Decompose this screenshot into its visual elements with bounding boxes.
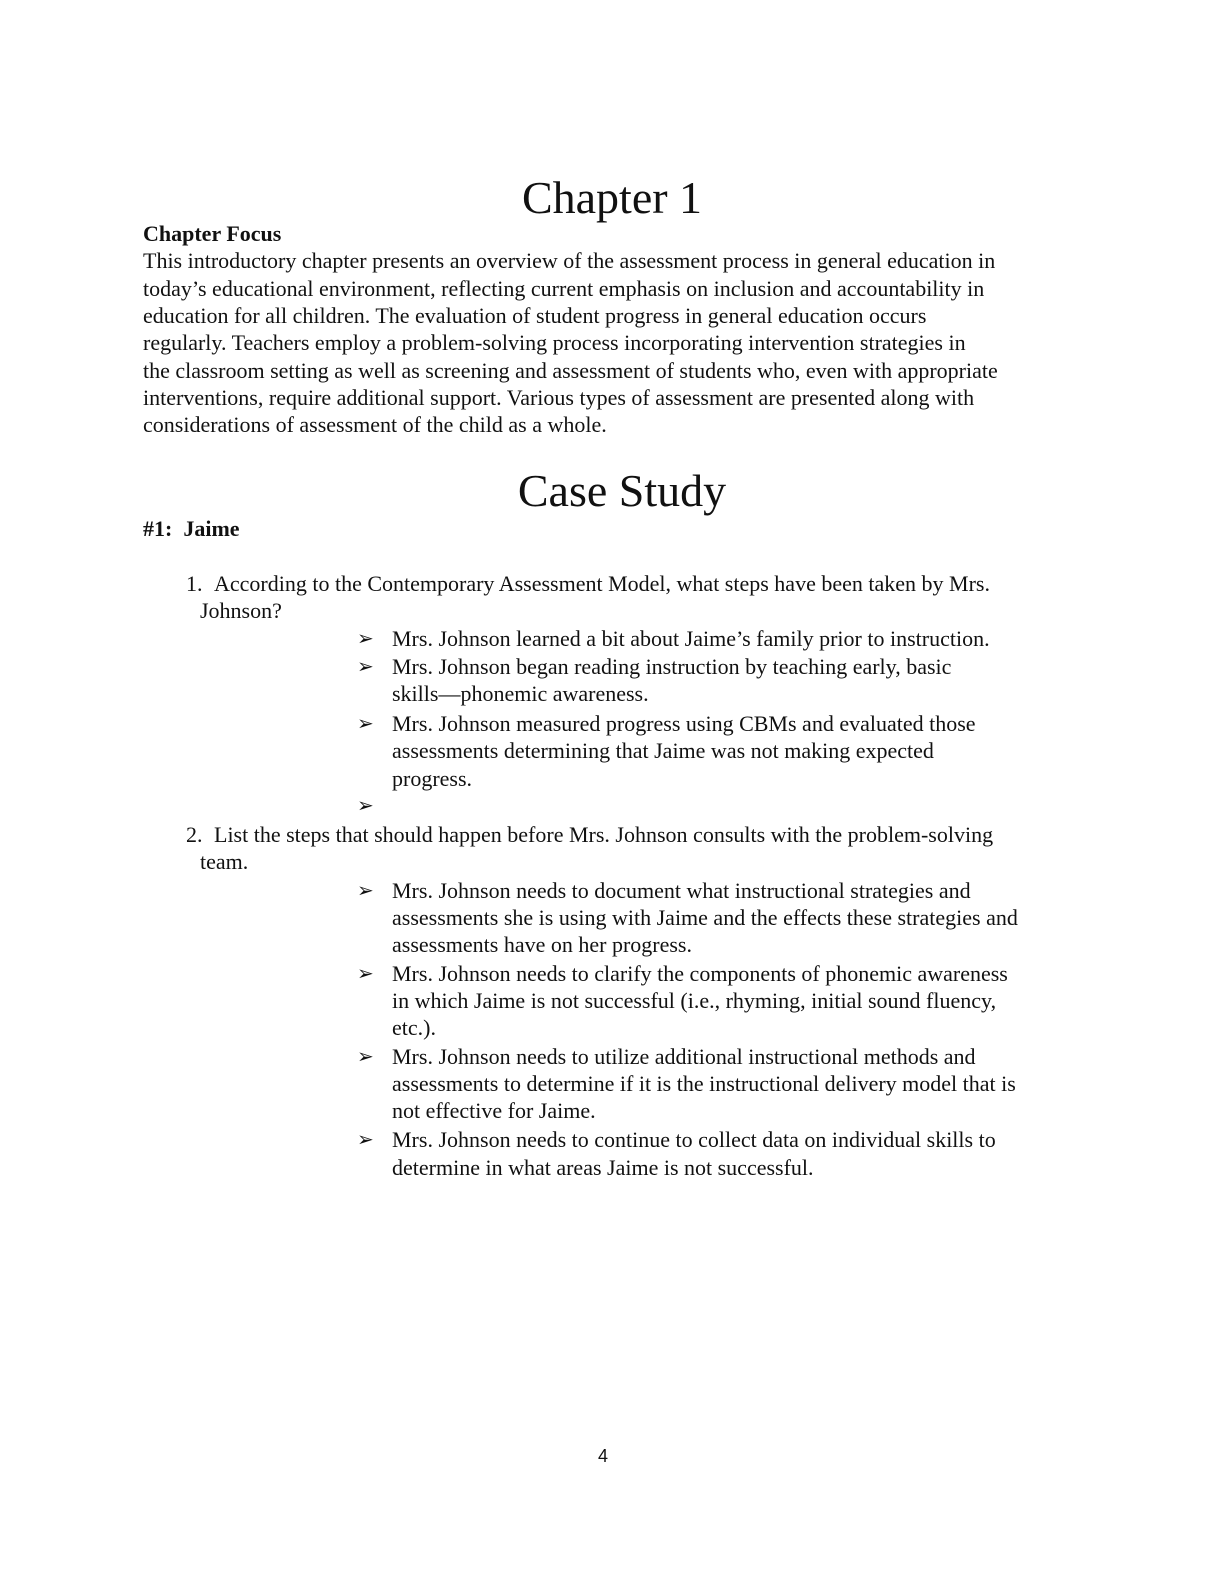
case-study-title: Case Study (517, 465, 727, 516)
paragraph-line: today’s educational environment, reflecting current emphasis on inclusion and accountability in (143, 276, 985, 301)
paragraph-line: considerations of assessment of the child as a whole. (143, 412, 607, 437)
chapter-focus-heading: Chapter Focus (143, 221, 282, 246)
bullet-text: etc.). (392, 1015, 436, 1040)
bullet-text: in which Jaime is not successful (i.e., rhyming, initial sound fluency, (392, 988, 997, 1013)
question-text: According to the Contemporary Assessment Model, what steps have been taken by Mrs. (214, 571, 990, 596)
bullet-arrow-icon: ➢ (357, 626, 374, 650)
bullet-text: assessments she is using with Jaime and the effects these strategies and (392, 905, 1018, 930)
paragraph-line: education for all children. The evaluation of student progress in general education occurs (143, 303, 927, 328)
question-text: Johnson? (200, 598, 282, 623)
case-heading: #1: Jaime (143, 516, 240, 541)
bullet-text: Mrs. Johnson learned a bit about Jaime’s family prior to instruction. (392, 626, 990, 651)
bullet-text: Mrs. Johnson measured progress using CBMs and evaluated those (392, 711, 976, 736)
bullet-text: not effective for Jaime. (392, 1098, 596, 1123)
bullet-text: Mrs. Johnson needs to continue to collect data on individual skills to (392, 1127, 996, 1152)
bullet-arrow-icon: ➢ (357, 711, 374, 735)
bullet-arrow-icon: ➢ (357, 1044, 374, 1068)
bullet-text: Mrs. Johnson needs to document what instructional strategies and (392, 878, 971, 903)
question-number: 2. (186, 822, 203, 847)
bullet-text: progress. (392, 766, 473, 791)
bullet-text: assessments to determine if it is the instructional delivery model that is (392, 1071, 1016, 1096)
bullet-text: assessments have on her progress. (392, 932, 692, 957)
bullet-text: assessments determining that Jaime was not making expected (392, 738, 934, 763)
bullet-text: Mrs. Johnson began reading instruction by teaching early, basic (392, 654, 952, 679)
bullet-arrow-icon: ➢ (357, 654, 374, 678)
bullet-text: Mrs. Johnson needs to clarify the components of phonemic awareness (392, 961, 1008, 986)
bullet-text: Mrs. Johnson needs to utilize additional instructional methods and (392, 1044, 976, 1069)
bullet-arrow-icon: ➢ (357, 961, 374, 985)
question-text: List the steps that should happen before Mrs. Johnson consults with the problem-solving (214, 822, 994, 847)
bullet-arrow-icon: ➢ (357, 1127, 374, 1151)
paragraph-line: This introductory chapter presents an overview of the assessment process in general education in (143, 248, 996, 273)
bullet-text: skills—phonemic awareness. (392, 681, 649, 706)
page-number: 4 (598, 1446, 609, 1466)
bullet-arrow-icon: ➢ (357, 793, 374, 817)
question-number: 1. (186, 571, 203, 596)
bullet-text: determine in what areas Jaime is not successful. (392, 1155, 814, 1180)
question-text: team. (200, 849, 249, 874)
paragraph-line: regularly. Teachers employ a problem-solving process incorporating intervention strategies in (143, 330, 966, 355)
bullet-arrow-icon: ➢ (357, 878, 374, 902)
chapter-title: Chapter 1 (521, 172, 703, 223)
paragraph-line: interventions, require additional support. Various types of assessment are presented along with (143, 385, 975, 410)
paragraph-line: the classroom setting as well as screening and assessment of students who, even with appropriate (143, 358, 998, 383)
